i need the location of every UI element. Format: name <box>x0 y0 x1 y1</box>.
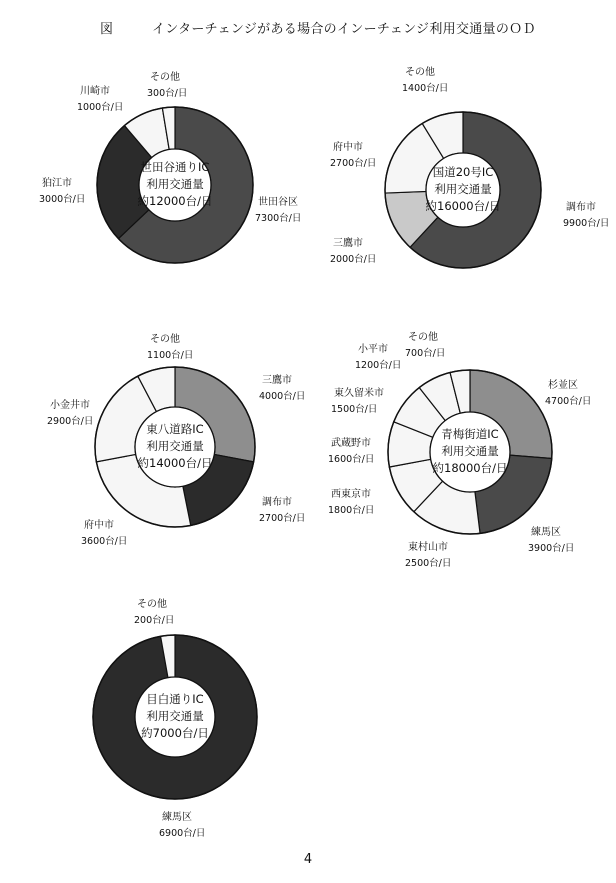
donut-chart-oumekaido <box>328 330 591 569</box>
center-label: 約18000台/日 <box>432 461 508 475</box>
slice-name-label: 三鷹市 <box>333 238 363 249</box>
slice-value-label: 2900台/日 <box>47 416 94 427</box>
slice-name-label: 小平市 <box>358 344 388 355</box>
slice-name-label: 武蔵野市 <box>331 438 371 449</box>
slice-name-label: 府中市 <box>84 520 114 531</box>
slice-name-label: その他 <box>405 67 435 78</box>
slice-value-label: 2700台/日 <box>259 513 306 524</box>
center-label: 利用交通量 <box>146 709 204 723</box>
slice-value-label: 1500台/日 <box>331 404 378 415</box>
figure-label: 図 <box>100 22 114 37</box>
slice-value-label: 3000台/日 <box>39 194 86 205</box>
slice-value-label: 9900台/日 <box>563 218 610 229</box>
slice-value-label: 6900台/日 <box>159 828 206 839</box>
figure-title-text: インターチェンジがある場合のインーチェンジ利用交通量のＯＤ <box>152 22 536 37</box>
center-label: 約7000台/日 <box>141 726 209 740</box>
center-label: 世田谷通りIC <box>140 160 210 174</box>
slice-value-label: 300台/日 <box>147 88 188 99</box>
slice-value-label: 3900台/日 <box>528 543 575 554</box>
slice-value-label: 4000台/日 <box>259 391 306 402</box>
center-label: 利用交通量 <box>434 182 492 196</box>
center-label: 国道20号IC <box>432 165 494 179</box>
slice-name-label: 西東京市 <box>331 489 371 500</box>
slice-value-label: 200台/日 <box>134 615 175 626</box>
slice-name-label: 小金井市 <box>50 400 90 411</box>
slice-name-label: 世田谷区 <box>258 197 298 208</box>
slice-name-label: 狛江市 <box>42 178 72 189</box>
slice-name-label: その他 <box>137 599 167 610</box>
slice-value-label: 1000台/日 <box>77 102 124 113</box>
center-label: 目白通りIC <box>146 692 204 706</box>
page-number: 4 <box>303 852 313 867</box>
slice-name-label: その他 <box>150 334 180 345</box>
slice-value-label: 1100台/日 <box>147 350 194 361</box>
slice-name-label: 調布市 <box>566 202 596 213</box>
center-label: 約16000台/日 <box>425 199 501 213</box>
center-label: 利用交通量 <box>146 177 204 191</box>
slice-name-label: その他 <box>150 72 180 83</box>
slice-name-label: 練馬区 <box>531 527 561 538</box>
center-label: 利用交通量 <box>441 444 499 458</box>
slice-name-label: 杉並区 <box>548 380 578 391</box>
donut-chart-higashihachi <box>47 332 305 547</box>
slice-value-label: 2000台/日 <box>330 254 377 265</box>
slice-value-label: 2500台/日 <box>405 558 452 569</box>
slice-name-label: 三鷹市 <box>262 375 292 386</box>
slice-value-label: 700台/日 <box>405 348 446 359</box>
center-label: 青梅街道IC <box>441 427 499 441</box>
slice-name-label: その他 <box>408 332 438 343</box>
donut-chart-mejiro <box>93 597 257 839</box>
donut-chart-setagaya <box>39 70 301 263</box>
slice-value-label: 1600台/日 <box>328 454 375 465</box>
slice-value-label: 4700台/日 <box>545 396 592 407</box>
slice-name-label: 練馬区 <box>162 812 192 823</box>
slice-name-label: 調布市 <box>262 497 292 508</box>
slice-name-label: 東久留米市 <box>334 388 384 399</box>
center-label: 約14000台/日 <box>137 456 213 470</box>
slice-value-label: 1400台/日 <box>402 83 449 94</box>
slice-name-label: 川崎市 <box>80 86 110 97</box>
center-label: 利用交通量 <box>146 439 204 453</box>
donut-chart-kokudo20 <box>330 65 609 268</box>
center-label: 約12000台/日 <box>137 194 213 208</box>
slice-value-label: 3600台/日 <box>81 536 128 547</box>
slice-value-label: 2700台/日 <box>330 158 377 169</box>
slice-value-label: 1200台/日 <box>355 360 402 371</box>
slice-value-label: 7300台/日 <box>255 213 302 224</box>
center-label: 東八道路IC <box>146 422 204 436</box>
slice-value-label: 1800台/日 <box>328 505 375 516</box>
slice-name-label: 府中市 <box>333 142 363 153</box>
slice-name-label: 東村山市 <box>408 542 448 553</box>
